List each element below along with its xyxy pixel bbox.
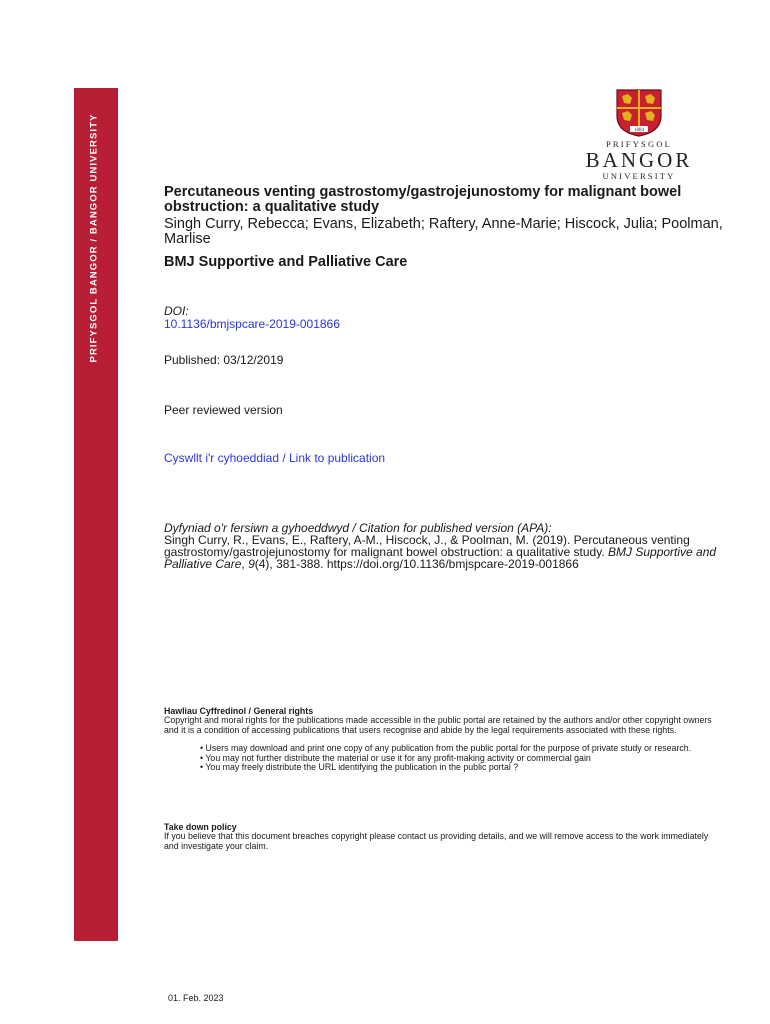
general-rights xyxy=(164,707,724,772)
takedown-heading: Take down policy xyxy=(164,822,237,832)
doi-link[interactable]: 10.1136/bmjspcare-2019-001866 xyxy=(164,317,340,331)
takedown-policy xyxy=(164,823,724,851)
rights-heading: Hawliau Cyffredinol / General rights xyxy=(164,706,314,716)
logo-prifysgol: PRIFYSGOL xyxy=(605,139,673,149)
takedown-body: If you believe that this document breaches copyright please contact us providing details, and we will remove access to the work immediately and investigate your claim. xyxy=(164,831,709,851)
link-to-publication[interactable]: Cyswllt i'r cyhoeddiad / Link to publication xyxy=(164,451,386,465)
crest-icon xyxy=(615,88,663,138)
download-date: 01. Feb. 2023 xyxy=(168,993,224,1003)
published-date: Published: 03/12/2019 xyxy=(164,353,284,367)
logo-university: UNIVERSITY xyxy=(602,171,676,181)
citation-block xyxy=(164,522,724,570)
rights-bullets xyxy=(164,744,724,772)
rights-body: Copyright and moral rights for the publications made accessible in the public portal are retained by the authors and/or other copyright owners and it is a condition of accessing publications that users recognise and abide by the legal requirements associated with these rights. xyxy=(164,715,712,735)
citation-text: Singh Curry, R., Evans, E., Raftery, A-M., Hiscock, J., & Poolman, M. (2019). Percutaneous venting gastrostomy/gastrojejunostomy for malignant bowel obstruction: a qualitative study. BMJ Supportive and Palliative Care, 9(4), 381-388. https://doi.org/10.1136/bmjspcare-2019-001866 xyxy=(164,533,717,571)
publication-journal: BMJ Supportive and Palliative Care xyxy=(164,254,408,270)
rights-bullet: • Users may download and print one copy of any publication from the public portal for the purpose of private study or research. xyxy=(200,743,692,754)
crest-year: 1884 xyxy=(634,128,644,133)
bangor-university-logo xyxy=(578,86,700,182)
citation-label: Dyfyniad o'r fersiwn a gyhoeddwyd / Citation for published version (APA): xyxy=(164,521,552,535)
rights-bullet: • You may not further distribute the material or use it for any profit-making activity or commercial gain xyxy=(200,752,591,763)
publication-authors: Singh Curry, Rebecca; Evans, Elizabeth; Raftery, Anne-Marie; Hiscock, Julia; Poolman, Marlise xyxy=(164,216,723,247)
doi-label: DOI: xyxy=(164,304,189,318)
version-status: Peer reviewed version xyxy=(164,403,283,417)
publication-title: Percutaneous venting gastrostomy/gastrojejunostomy for malignant bowel obstruction: a qualitative study xyxy=(164,184,682,215)
logo-bangor: BANGOR xyxy=(585,148,693,172)
publication-info xyxy=(164,184,724,571)
rights-bullet: • You may freely distribute the URL identifying the publication in the public portal ? xyxy=(200,762,519,773)
side-banner-text: PRIFYSGOL BANGOR / BANGOR UNIVERSITY xyxy=(88,113,100,363)
